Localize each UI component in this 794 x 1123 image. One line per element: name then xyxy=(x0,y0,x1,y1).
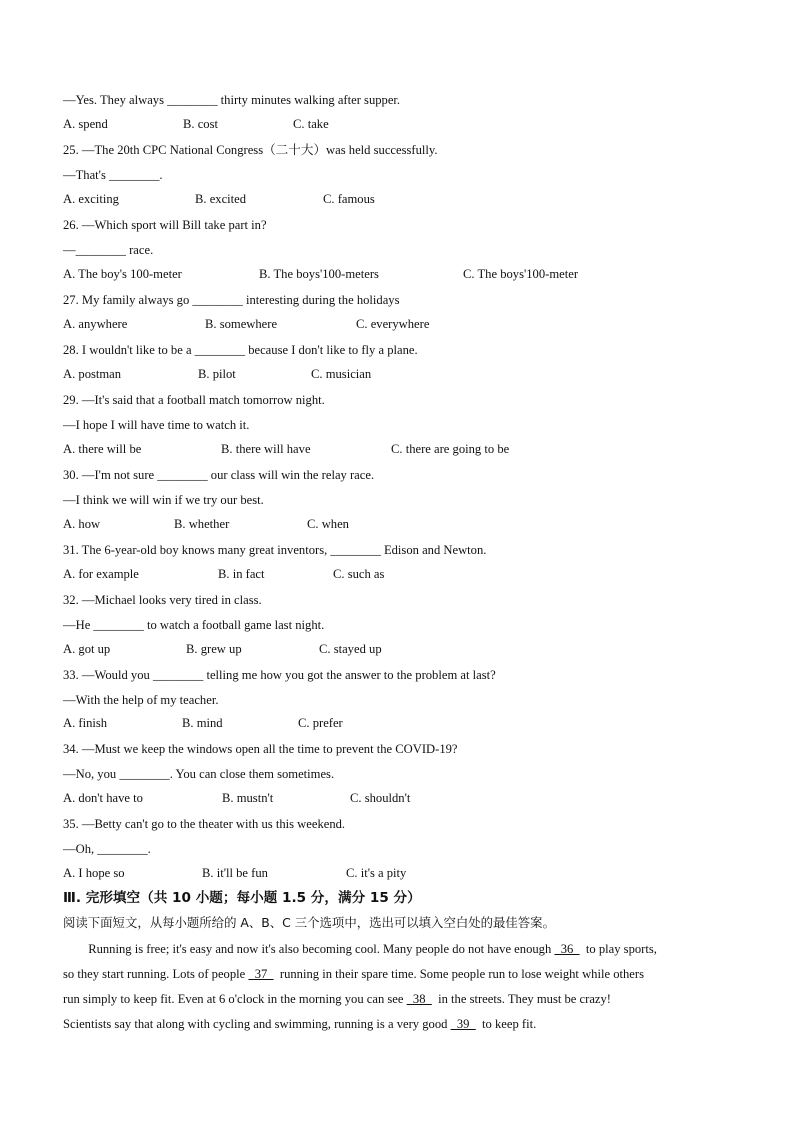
passage-text: run simply to keep fit. Even at 6 o'clock in the morning you can see xyxy=(63,992,407,1006)
q25-option-b: B. excited xyxy=(195,192,247,206)
blank-38: 38 xyxy=(406,992,432,1006)
q33-answer: —With the help of my teacher. xyxy=(63,693,219,707)
q31-option-a: A. for example xyxy=(63,567,139,581)
section-heading: Ⅲ. 完形填空（共 10 小题；每小题 1.5 分，满分 15 分） xyxy=(63,890,421,906)
q27-option-a: A. anywhere xyxy=(63,317,128,331)
q28-option-c: C. musician xyxy=(311,367,372,381)
q35-answer: —Oh, ________. xyxy=(63,842,151,856)
q29-option-b: B. there will have xyxy=(221,442,311,456)
q26-option-c: C. The boys'100-meter xyxy=(463,267,579,281)
q32-stem: 32. —Michael looks very tired in class. xyxy=(63,593,262,607)
q30-option-a: A. how xyxy=(63,517,101,531)
section-instruction: 阅读下面短文，从每小题所给的 A、B、C 三个选项中，选出可以填入空白处的最佳答案。 xyxy=(63,915,555,930)
q34-option-c: C. shouldn't xyxy=(350,791,411,805)
q26-option-a: A. The boy's 100-meter xyxy=(63,267,182,281)
q29-option-c: C. there are going to be xyxy=(391,442,510,456)
q35-option-c: C. it's a pity xyxy=(346,866,407,880)
blank-39: 39 xyxy=(450,1017,476,1031)
q30-option-b: B. whether xyxy=(174,517,230,531)
passage-text: in the streets. They must be crazy! xyxy=(431,992,611,1006)
q31-option-c: C. such as xyxy=(333,567,385,581)
passage-text: to keep fit. xyxy=(475,1017,537,1031)
q25-stem: 25. —The 20th CPC National Congress（二十大）was held successfully. xyxy=(63,143,438,157)
q30-option-c: C. when xyxy=(307,517,349,531)
blank-37: 37 xyxy=(248,967,274,981)
q32-option-a: A. got up xyxy=(63,642,111,656)
passage-line-3 xyxy=(63,991,731,1007)
blank-36: 36 xyxy=(554,942,580,956)
q29-stem: 29. —It's said that a football match tomorrow night. xyxy=(63,393,325,407)
passage-text: Scientists say that along with cycling and swimming, running is a very good xyxy=(63,1017,451,1031)
q35-option-a: A. I hope so xyxy=(63,866,125,880)
passage-text: running in their spare time. Some people run to lose weight while others xyxy=(273,967,644,981)
q33-stem: 33. —Would you ________ telling me how you got the answer to the problem at last? xyxy=(63,668,496,682)
q34-option-a: A. don't have to xyxy=(63,791,143,805)
q35-option-b: B. it'll be fun xyxy=(202,866,268,880)
q34-option-b: B. mustn't xyxy=(222,791,274,805)
q28-option-a: A. postman xyxy=(63,367,122,381)
q31-option-b: B. in fact xyxy=(218,567,265,581)
q29-option-a: A. there will be xyxy=(63,442,142,456)
q26-answer: —________ race. xyxy=(63,243,154,257)
q30-answer: —I think we will win if we try our best. xyxy=(63,493,264,507)
q34-answer: —No, you ________. You can close them sometimes. xyxy=(63,767,335,781)
q27-stem: 27. My family always go ________ interesting during the holidays xyxy=(63,293,400,307)
passage-line-4 xyxy=(63,1016,731,1032)
q24-option-a: A. spend xyxy=(63,117,108,131)
passage-text: so they start running. Lots of people xyxy=(63,967,249,981)
q34-stem: 34. —Must we keep the windows open all the time to prevent the COVID-19? xyxy=(63,742,458,756)
q25-answer: —That's ________. xyxy=(63,168,163,182)
q24-option-b: B. cost xyxy=(183,117,218,131)
q31-stem: 31. The 6-year-old boy knows many great inventors, ________ Edison and Newton. xyxy=(63,543,487,557)
q26-option-b: B. The boys'100-meters xyxy=(259,267,379,281)
passage-line-1 xyxy=(63,941,731,957)
q33-option-b: B. mind xyxy=(182,716,223,730)
passage-text: to play sports, xyxy=(579,942,657,956)
q30-stem: 30. —I'm not sure ________ our class will win the relay race. xyxy=(63,468,375,482)
q33-option-a: A. finish xyxy=(63,716,108,730)
q32-answer: —He ________ to watch a football game last night. xyxy=(63,618,325,632)
q32-option-c: C. stayed up xyxy=(319,642,382,656)
q32-option-b: B. grew up xyxy=(186,642,242,656)
q28-stem: 28. I wouldn't like to be a ________ because I don't like to fly a plane. xyxy=(63,343,418,357)
passage-line-2 xyxy=(63,966,731,982)
q35-stem: 35. —Betty can't go to the theater with us this weekend. xyxy=(63,817,346,831)
q25-option-c: C. famous xyxy=(323,192,375,206)
q24-option-c: C. take xyxy=(293,117,329,131)
q27-option-c: C. everywhere xyxy=(356,317,430,331)
passage-text: Running is free; it's easy and now it's also becoming cool. Many people do not have enough xyxy=(63,942,555,956)
q28-option-b: B. pilot xyxy=(198,367,236,381)
q27-option-b: B. somewhere xyxy=(205,317,278,331)
q26-stem: 26. —Which sport will Bill take part in? xyxy=(63,218,267,232)
q29-answer: —I hope I will have time to watch it. xyxy=(63,418,250,432)
q25-option-a: A. exciting xyxy=(63,192,119,206)
q33-option-c: C. prefer xyxy=(298,716,343,730)
q24-answer: —Yes. They always ________ thirty minutes walking after supper. xyxy=(63,93,401,107)
